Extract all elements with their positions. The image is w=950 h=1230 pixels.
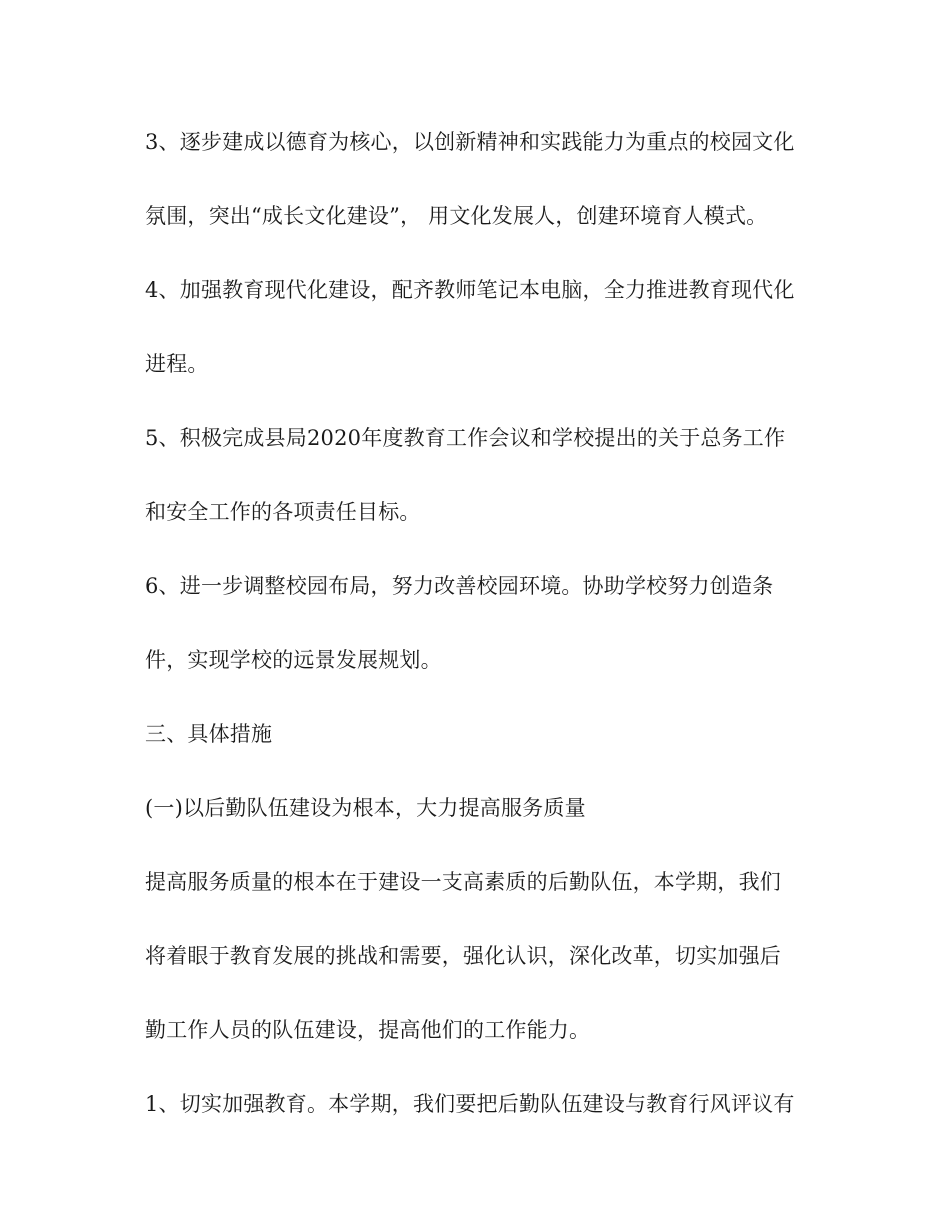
text-line-goal-6-cont: 件，实现学校的远景发展规划。 [145,648,442,672]
text-line-goal-4-cont: 进程。 [145,352,209,376]
subsection-heading-1: (一)以后勤队伍建设为根本，大力提高服务质量 [145,796,586,820]
text-line-goal-5-cont: 和安全工作的各项责任目标。 [145,500,421,524]
text-line-paragraph-end: 勤工作人员的队伍建设，提高他们的工作能力。 [145,1018,591,1042]
text-line-goal-3: 3、逐步建成以德育为核心，以创新精神和实践能力为重点的校园文化 [145,130,795,154]
text-line-measure-1: 1、切实加强教育。本学期，我们要把后勤队伍建设与教育行风评议有 [145,1092,795,1116]
text-line-goal-6: 6、进一步调整校园布局，努力改善校园环境。协助学校努力创造条 [145,574,774,598]
text-line-goal-5: 5、积极完成县局2020年度教育工作会议和学校提出的关于总务工作 [145,426,786,450]
section-heading-measures: 三、具体措施 [145,722,273,746]
text-line-goal-3-cont: 氛围，突出“成长文化建设”， 用文化发展人，创建环境育人模式。 [145,204,768,228]
text-line-paragraph-cont: 将着眼于教育发展的挑战和需要，强化认识，深化改革，切实加强后 [145,944,781,968]
text-line-goal-4: 4、加强教育现代化建设，配齐教师笔记本电脑，全力推进教育现代化 [145,278,795,302]
text-line-paragraph: 提高服务质量的根本在于建设一支高素质的后勤队伍，本学期，我们 [145,870,781,894]
